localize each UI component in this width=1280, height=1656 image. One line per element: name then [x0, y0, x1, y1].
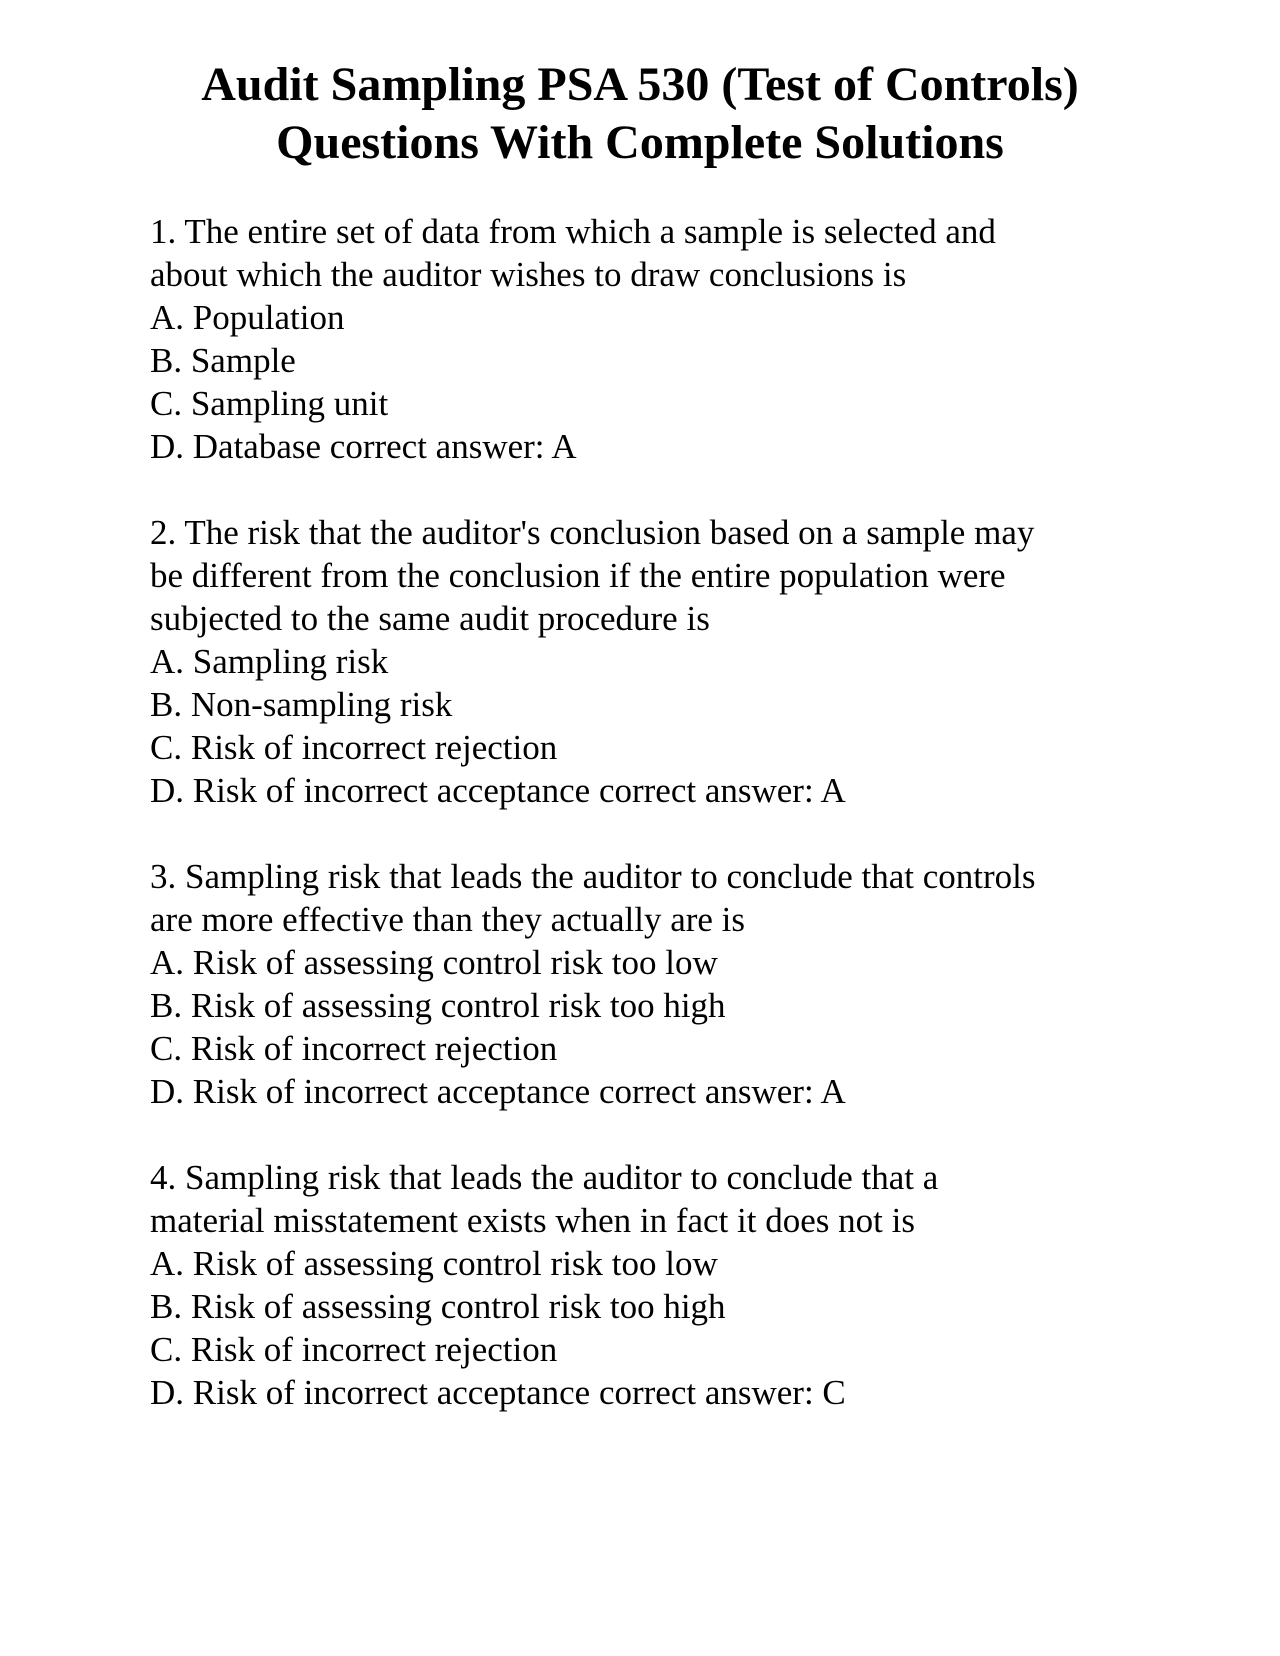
question-stem-line: material misstatement exists when in fact it does not is — [150, 1201, 915, 1240]
question-stem-line: 3. Sampling risk that leads the auditor to conclude that controls — [150, 857, 1036, 896]
question-stem-line: subjected to the same audit procedure is — [150, 599, 710, 638]
option-c: C. Risk of incorrect rejection — [150, 728, 558, 767]
option-b: B. Risk of assessing control risk too high — [150, 1287, 726, 1326]
option-d-with-answer: D. Risk of incorrect acceptance correct answer: A — [150, 771, 846, 810]
option-a: A. Risk of assessing control risk too low — [150, 1244, 718, 1283]
option-c: C. Risk of incorrect rejection — [150, 1029, 558, 1068]
option-c: C. Risk of incorrect rejection — [150, 1330, 558, 1369]
question-4 — [150, 1156, 1150, 1414]
question-stem-line: about which the auditor wishes to draw conclusions is — [150, 255, 907, 294]
document-title — [120, 56, 1160, 172]
option-d-with-answer: D. Risk of incorrect acceptance correct answer: C — [150, 1373, 846, 1412]
question-2 — [150, 511, 1150, 812]
option-a: A. Risk of assessing control risk too low — [150, 943, 718, 982]
title-line-2: Questions With Complete Solutions — [276, 116, 1004, 169]
question-list — [150, 210, 1150, 1457]
option-b: B. Non-sampling risk — [150, 685, 453, 724]
option-d-with-answer: D. Database correct answer: A — [150, 427, 577, 466]
question-stem-line: 4. Sampling risk that leads the auditor to conclude that a — [150, 1158, 939, 1197]
question-3 — [150, 855, 1150, 1113]
question-stem-line: are more effective than they actually are is — [150, 900, 746, 939]
title-line-1: Audit Sampling PSA 530 (Test of Controls) — [201, 58, 1079, 111]
question-1 — [150, 210, 1150, 468]
option-a: A. Population — [150, 298, 345, 337]
option-a: A. Sampling risk — [150, 642, 389, 681]
option-b: B. Risk of assessing control risk too high — [150, 986, 726, 1025]
question-stem-line: be different from the conclusion if the entire population were — [150, 556, 1006, 595]
option-c: C. Sampling unit — [150, 384, 389, 423]
question-stem-line: 2. The risk that the auditor's conclusion based on a sample may — [150, 513, 1035, 552]
question-stem-line: 1. The entire set of data from which a sample is selected and — [150, 212, 996, 251]
option-b: B. Sample — [150, 341, 296, 380]
option-d-with-answer: D. Risk of incorrect acceptance correct answer: A — [150, 1072, 846, 1111]
